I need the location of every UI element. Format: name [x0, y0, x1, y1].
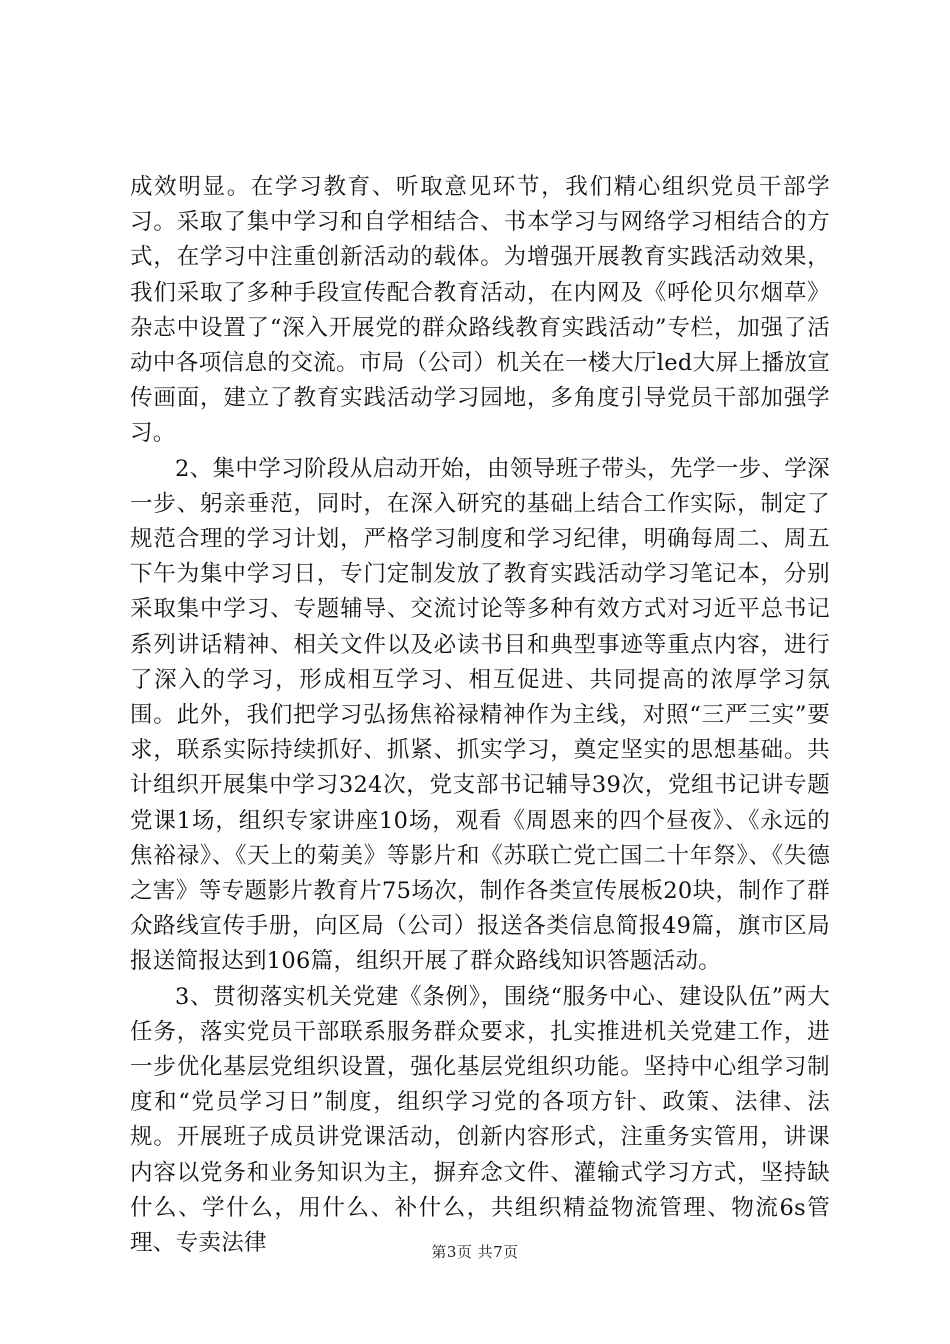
- paragraph-2: 2、集中学习阶段从启动开始，由领导班子带头，先学一步、学深一步、躬亲垂范，同时，在深入研究的基础上结合工作实际，制定了规范合理的学习计划，严格学习制度和学习纪律，明确每周二、周五下午为集中学习日，专门定制发放了教育实践活动学习笔记本，分别采取集中学习、专题辅导、交流讨论等多种有效方式对习近平总书记系列讲话精神、相关文件以及必读书目和典型事迹等重点内容，进行了深入的学习，形成相互学习、相互促进、共同提高的浓厚学习氛围。此外，我们把学习弘扬焦裕禄精神作为主线，对照“三严三实”要求，联系实际持续抓好、抓紧、抓实学习，奠定坚实的思想基础。共计组织开展集中学习324次，党支部书记辅导39次，党组书记讲专题党课1场，组织专家讲座10场，观看《周恩来的四个昼夜》、《永远的焦裕禄》、《天上的菊美》等影片和《苏联亡党亡国二十年祭》、《失德之害》等专题影片教育片75场次，制作各类宣传展板20块，制作了群众路线宣传手册，向区局（公司）报送各类信息简报49篇，旗市区局报送简报达到106篇，组织开展了群众路线知识答题活动。: [130, 455, 830, 975]
- page-number: 第3页 共7页: [431, 1243, 519, 1261]
- paragraph-1: 成效明显。在学习教育、听取意见环节，我们精心组织党员干部学习。采取了集中学习和自学相结合、书本学习与网络学习相结合的方式，在学习中注重创新活动的载体。为增强开展教育实践活动效果，我们采取了多种手段宣传配合教育活动，在内网及《呼伦贝尔烟草》杂志中设置了“深入开展党的群众路线教育实践活动”专栏，加强了活动中各项信息的交流。市局（公司）机关在一楼大厅led大屏上播放宣传画面，建立了教育实践活动学习园地，多角度引导党员干部加强学习。: [130, 174, 830, 447]
- document-body: [130, 170, 830, 1261]
- page-footer: [0, 1242, 950, 1262]
- paragraph-3: 3、贯彻落实机关党建《条例》，围绕“服务中心、建设队伍”两大任务，落实党员干部联系服务群众要求，扎实推进机关党建工作，进一步优化基层党组织设置，强化基层党组织功能。坚持中心组学习制度和“党员学习日”制度，组织学习党的各项方针、政策、法律、法规。开展班子成员讲党课活动，创新内容形式，注重务实管用，讲课内容以党务和业务知识为主，摒弃念文件、灌输式学习方式，坚持缺什么、学什么，用什么、补什么，共组织精益物流管理、物流6s管理、专卖法律: [130, 983, 830, 1257]
